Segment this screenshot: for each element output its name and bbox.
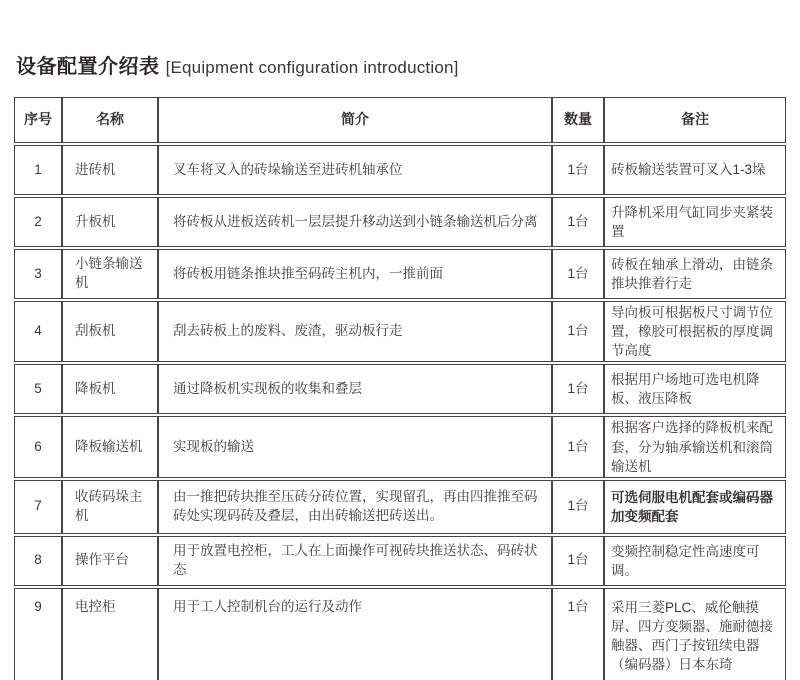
equipment-name-cell: 降板机 xyxy=(62,364,158,414)
description-cell: 由一推把砖块推至压砖分砖位置，实现留孔，再由四推推至码砖处实现码砖及叠层，由出砖输送把砖送出。 xyxy=(158,480,552,534)
column-header-qty: 数量 xyxy=(552,97,604,143)
description-cell: 实现板的输送 xyxy=(158,416,552,477)
remark-cell: 升降机采用气缸同步夹紧装置 xyxy=(604,197,786,247)
remark-cell: 砖板在轴承上滑动，由链条推块推着行走 xyxy=(604,249,786,299)
equipment-name-cell: 操作平台 xyxy=(62,536,158,586)
quantity-cell: 1台 xyxy=(552,145,604,195)
equipment-name-cell: 降板输送机 xyxy=(62,416,158,477)
table-header-row xyxy=(14,97,786,143)
remark-cell: 砖板输送装置可叉入1-3垛 xyxy=(604,145,786,195)
table-row xyxy=(14,416,786,477)
row-number-cell: 9 xyxy=(14,588,62,680)
remark-cell: 可选伺服电机配套或编码器加变频配套 xyxy=(604,480,786,534)
column-header-name: 名称 xyxy=(62,97,158,143)
column-header-remark: 备注 xyxy=(604,97,786,143)
row-number-cell: 2 xyxy=(14,197,62,247)
table-row xyxy=(14,145,786,195)
remark-cell: 变频控制稳定性高速度可调。 xyxy=(604,536,786,586)
quantity-cell: 1台 xyxy=(552,536,604,586)
page-title-zh: 设备配置介绍表 xyxy=(16,56,160,78)
description-cell: 用于放置电控柜，工人在上面操作可视砖块推送状态、码砖状态 xyxy=(158,536,552,586)
remark-cell: 采用三菱PLC、威伦触摸屏、四方变频器、施耐德接触器、西门子按钮续电器（编码器）日本东琦 xyxy=(604,588,786,680)
table-row xyxy=(14,536,786,586)
row-number-cell: 8 xyxy=(14,536,62,586)
quantity-cell: 1台 xyxy=(552,364,604,414)
table-row xyxy=(14,588,786,680)
table-body xyxy=(14,145,786,680)
table-row xyxy=(14,480,786,534)
remark-cell: 导向板可根据板尺寸调节位置，橡胶可根据板的厚度调节高度 xyxy=(604,301,786,362)
equipment-name-cell: 电控柜 xyxy=(62,588,158,680)
quantity-cell: 1台 xyxy=(552,416,604,477)
row-number-cell: 4 xyxy=(14,301,62,362)
remark-cell: 根据用户场地可选电机降板、液压降板 xyxy=(604,364,786,414)
row-number-cell: 3 xyxy=(14,249,62,299)
table-row xyxy=(14,301,786,362)
quantity-cell: 1台 xyxy=(552,480,604,534)
table-row xyxy=(14,364,786,414)
description-cell: 通过降板机实现板的收集和叠层 xyxy=(158,364,552,414)
equipment-name-cell: 进砖机 xyxy=(62,145,158,195)
column-header-desc: 简介 xyxy=(158,97,552,143)
quantity-cell: 1台 xyxy=(552,197,604,247)
description-cell: 叉车将叉入的砖垛输送至进砖机轴承位 xyxy=(158,145,552,195)
row-number-cell: 5 xyxy=(14,364,62,414)
row-number-cell: 7 xyxy=(14,480,62,534)
equipment-name-cell: 升板机 xyxy=(62,197,158,247)
quantity-cell: 1台 xyxy=(552,301,604,362)
description-cell: 用于工人控制机台的运行及动作 xyxy=(158,588,552,680)
row-number-cell: 1 xyxy=(14,145,62,195)
description-cell: 刮去砖板上的废料、废渣，驱动板行走 xyxy=(158,301,552,362)
table-row xyxy=(14,197,786,247)
description-cell: 将砖板用链条推块推至码砖主机内，一推前面 xyxy=(158,249,552,299)
table-row xyxy=(14,249,786,299)
page-title xyxy=(16,50,786,79)
equipment-table xyxy=(14,95,786,680)
quantity-cell: 1台 xyxy=(552,249,604,299)
equipment-name-cell: 收砖码垛主机 xyxy=(62,480,158,534)
description-cell: 将砖板从进板送砖机一层层提升移动送到小链条输送机后分离 xyxy=(158,197,552,247)
row-number-cell: 6 xyxy=(14,416,62,477)
page-title-en: [Equipment configuration introduction] xyxy=(165,58,459,77)
equipment-name-cell: 刮板机 xyxy=(62,301,158,362)
equipment-name-cell: 小链条输送机 xyxy=(62,249,158,299)
quantity-cell: 1台 xyxy=(552,588,604,680)
remark-cell: 根据客户选择的降板机来配套，分为轴承输送机和滚筒输送机 xyxy=(604,416,786,477)
column-header-no: 序号 xyxy=(14,97,62,143)
